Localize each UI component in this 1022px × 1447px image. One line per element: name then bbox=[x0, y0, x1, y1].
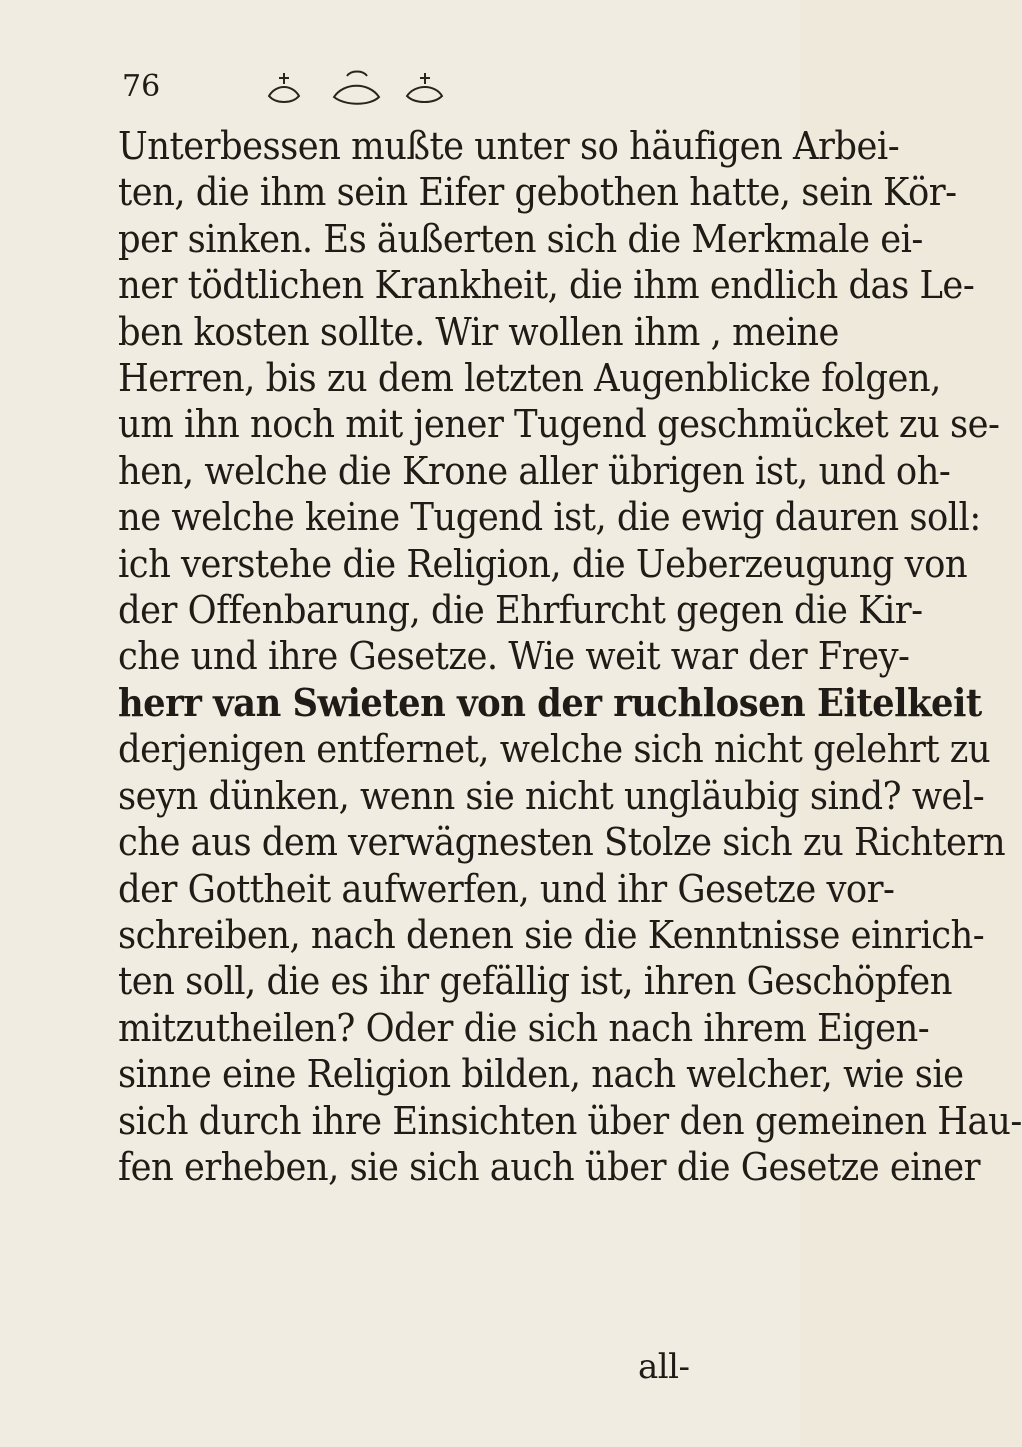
text-line: ben kosten sollte. Wir wollen ihm , meine bbox=[118, 309, 839, 354]
text-line: um ihn noch mit jener Tugend geschmücket zu se- bbox=[118, 402, 1000, 447]
text-line: herr van Swieten von der ruchlosen Eitelkeit bbox=[118, 679, 982, 725]
text-line: ten soll, die es ihr gefällig ist, ihren Geschöpfen bbox=[118, 959, 952, 1004]
body-text bbox=[118, 123, 1022, 1190]
text-line: sich durch ihre Einsichten über den gemeinen Hau- bbox=[118, 1098, 1022, 1143]
text-line: derjenigen entfernet, welche sich nicht gelehrt zu bbox=[118, 727, 991, 772]
text-line: ne welche keine Tugend ist, die ewig dauren soll: bbox=[118, 495, 981, 540]
text-line: seyn dünken, wenn sie nicht ungläubig sind? wel- bbox=[118, 773, 985, 818]
text-line: schreiben, nach denen sie die Kenntnisse einrich- bbox=[118, 912, 985, 957]
page-number: 76 bbox=[122, 69, 161, 104]
text-line: ner tödtlichen Krankheit, die ihm endlich das Le- bbox=[118, 263, 975, 308]
text-line: der Gottheit aufwerfen, und ihr Gesetze vor- bbox=[118, 866, 895, 911]
ornament-icon bbox=[244, 66, 484, 114]
text-line: ich verstehe die Religion, die Ueberzeugung von bbox=[118, 541, 968, 586]
text-line: hen, welche die Krone aller übrigen ist, und oh- bbox=[118, 448, 951, 493]
printers-ornament bbox=[244, 66, 484, 114]
text-line: che aus dem verwägnesten Stolze sich zu Richtern bbox=[118, 820, 1006, 865]
text-line: per sinken. Es äußerten sich die Merkmale ei- bbox=[118, 216, 923, 261]
text-line: che und ihre Gesetze. Wie weit war der Frey- bbox=[118, 634, 910, 679]
text-line: Herren, bis zu dem letzten Augenblicke folgen, bbox=[118, 356, 941, 401]
text-line: sinne eine Religion bilden, nach welcher, wie sie bbox=[118, 1052, 964, 1097]
text-line: mitzutheilen? Oder die sich nach ihrem Eigen- bbox=[118, 1005, 930, 1050]
text-line: ten, die ihm sein Eifer gebothen hatte, sein Kör- bbox=[118, 170, 957, 215]
text-line: der Offenbarung, die Ehrfurcht gegen die Kir- bbox=[118, 588, 923, 633]
text-line: Unterbessen mußte unter so häufigen Arbei- bbox=[118, 124, 900, 168]
text-line: fen erheben, sie sich auch über die Gesetze einer bbox=[118, 1144, 981, 1189]
catchword: all- bbox=[638, 1347, 690, 1387]
